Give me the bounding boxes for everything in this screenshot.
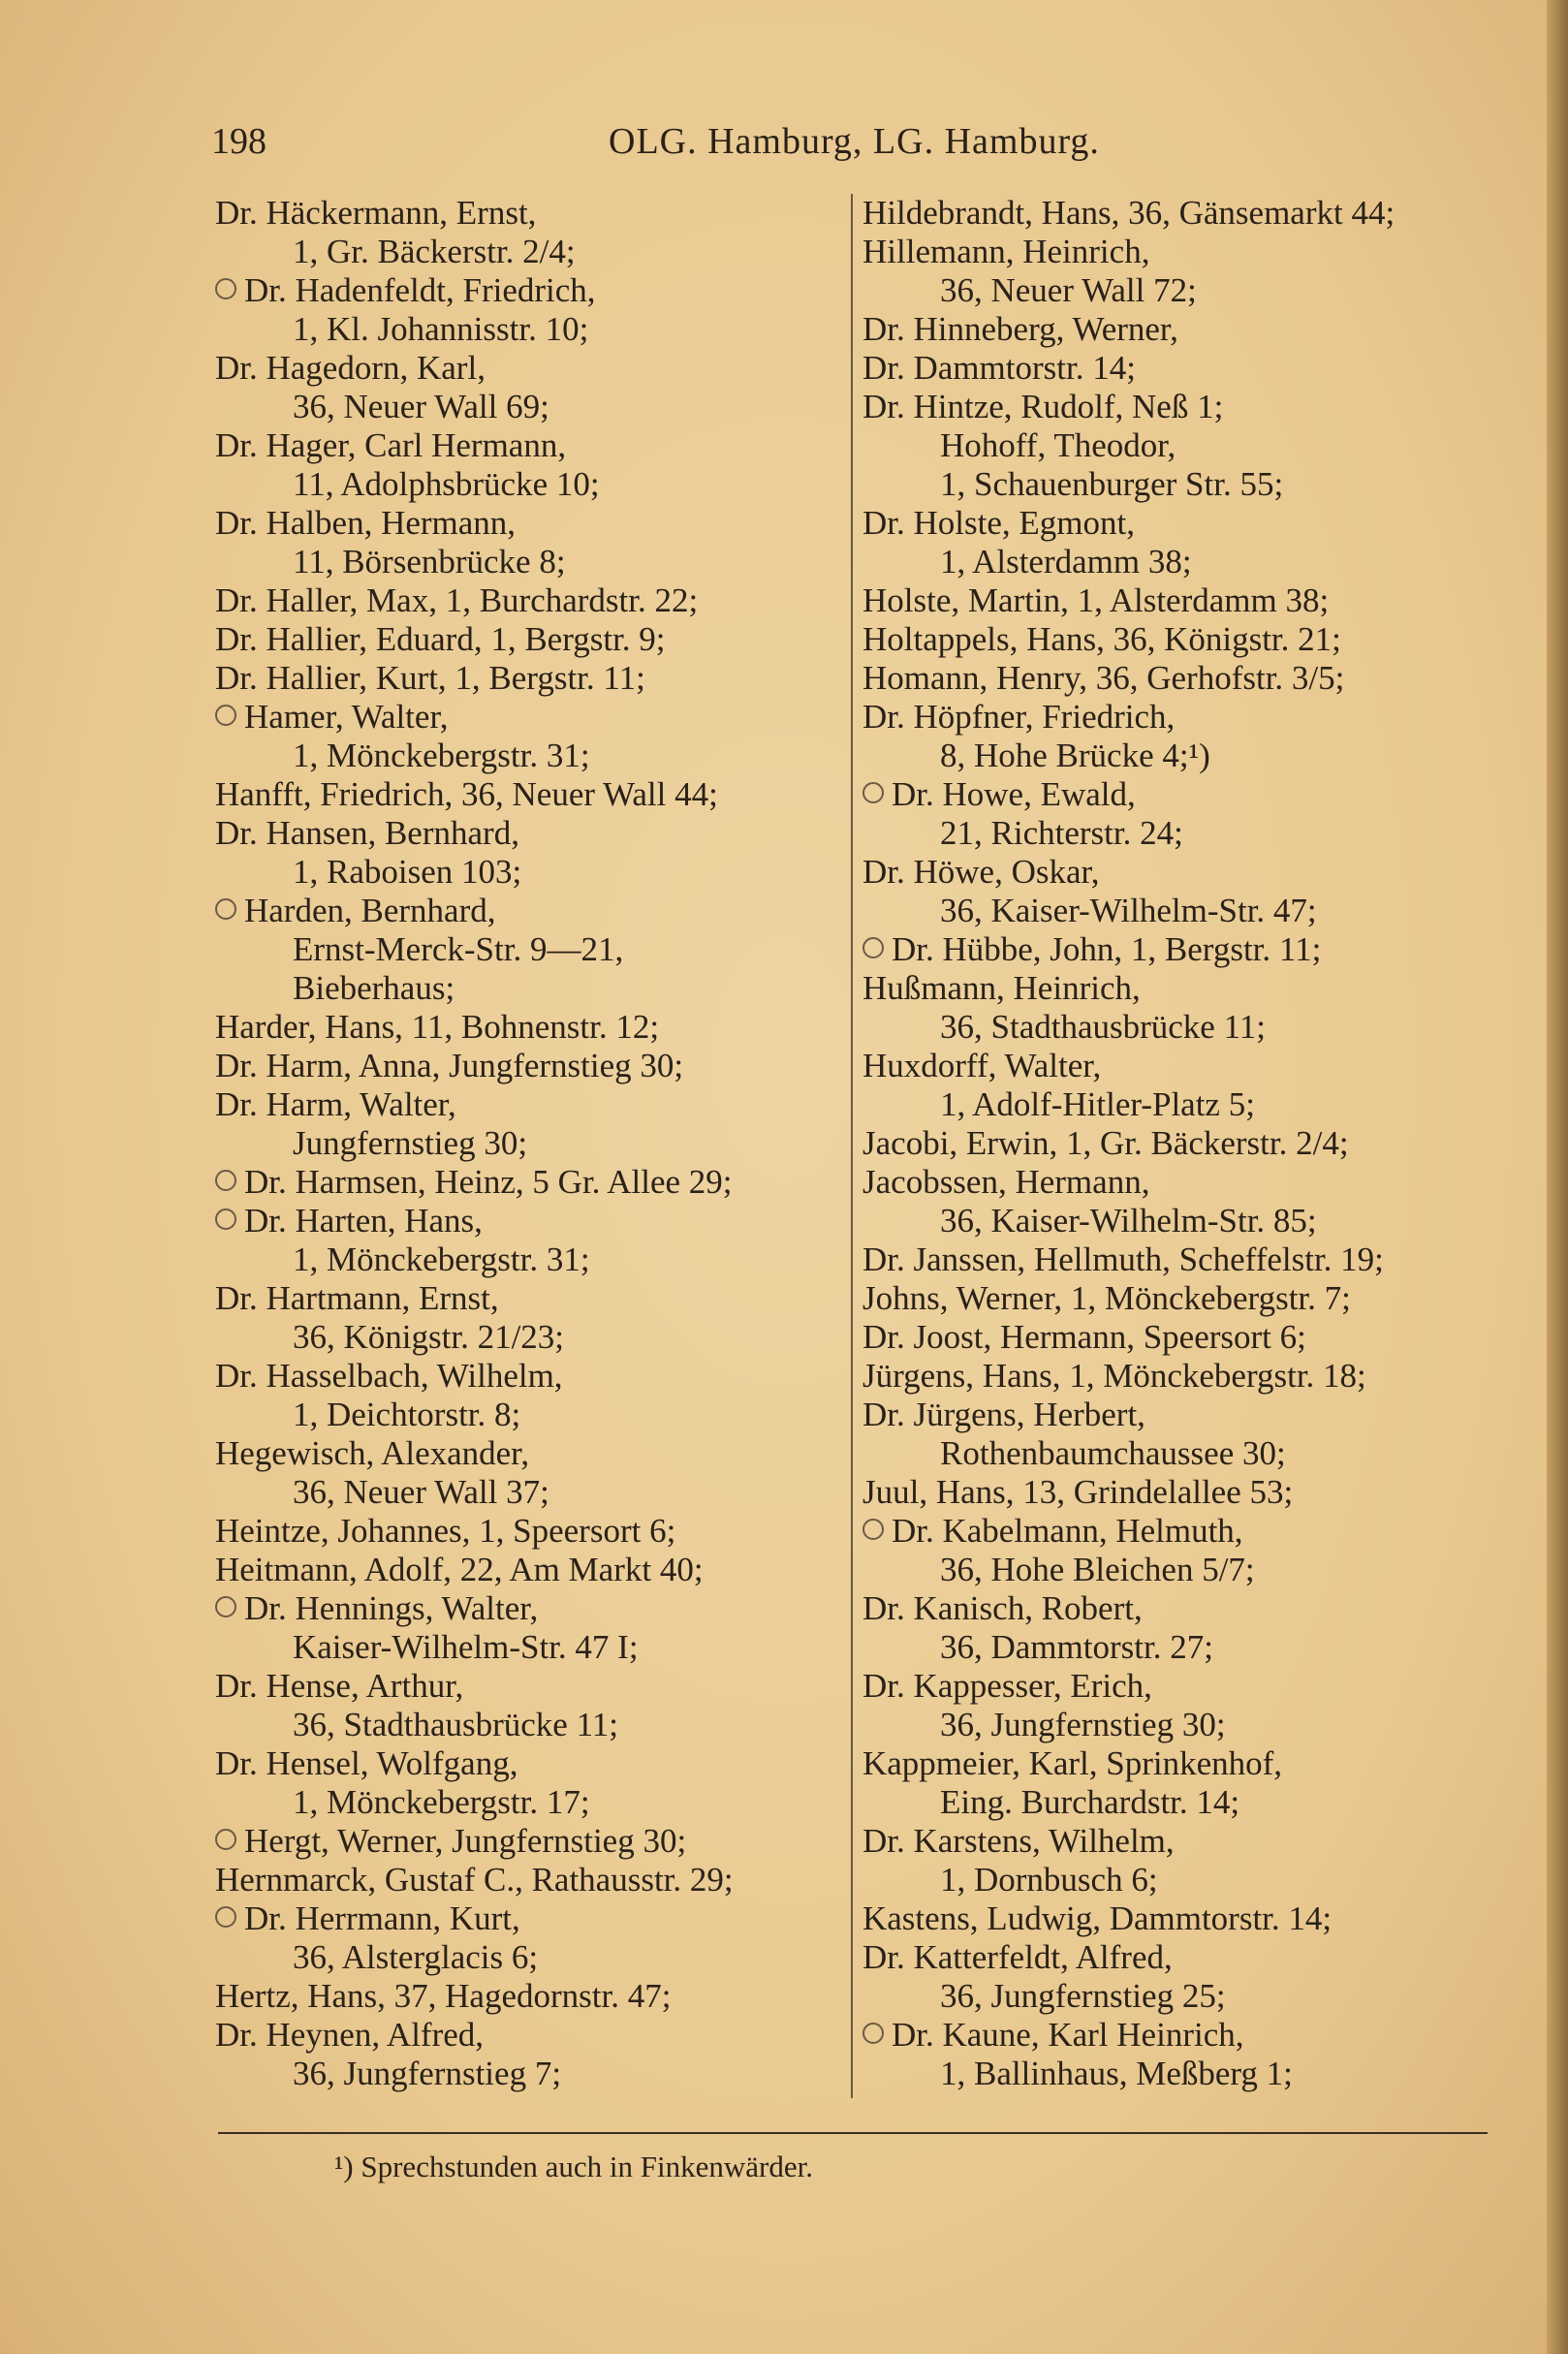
entry-text: 1, Alsterdamm 38; [940, 543, 1192, 581]
directory-entry [862, 853, 1502, 892]
entry-continuation-line [215, 465, 845, 504]
entry-text: Kaiser-Wilhelm-Str. 47 I; [293, 1628, 639, 1666]
directory-entry [862, 1124, 1502, 1163]
entry-text: 36, Stadthausbrücke 11; [940, 1008, 1267, 1046]
entry-text: 36, Jungfernstieg 7; [293, 2055, 562, 2092]
entry-text: Dr. Hense, Arthur, [215, 1667, 464, 1705]
directory-entry [215, 504, 845, 543]
entry-text: Hegewisch, Alexander, [215, 1434, 530, 1472]
entry-text: Hertz, Hans, 37, Hagedornstr. 47; [215, 1977, 672, 2015]
entry-continuation-line [215, 310, 845, 349]
entry-text: Dr. Janssen, Hellmuth, Scheffelstr. 19; [862, 1240, 1384, 1278]
entry-text: 1, Adolf-Hitler-Platz 5; [940, 1085, 1255, 1123]
entry-text: Dr. Herrmann, Kurt, [244, 1899, 520, 1937]
directory-entry [215, 271, 845, 310]
entry-text: Dr. Harm, Anna, Jungfernstieg 30; [215, 1047, 684, 1084]
entry-text: 11, Adolphsbrücke 10; [293, 465, 600, 503]
directory-entry [862, 1744, 1502, 1783]
entry-continuation-line [215, 737, 845, 775]
entry-text: Eing. Burchardstr. 14; [940, 1783, 1240, 1821]
entry-continuation-line [862, 1202, 1502, 1240]
entry-text: Hergt, Werner, Jungfernstieg 30; [244, 1822, 687, 1860]
circle-marker-icon [215, 278, 236, 299]
footnote-rule [218, 2132, 1488, 2134]
entry-text: 1, Deichtorstr. 8; [293, 1396, 521, 1433]
directory-entry [215, 1357, 845, 1396]
directory-entry [862, 1396, 1502, 1434]
directory-entry [862, 969, 1502, 1008]
directory-entry [215, 426, 845, 465]
entry-continuation-line [862, 1861, 1502, 1899]
entry-continuation-line [215, 1240, 845, 1279]
entry-continuation-line [215, 1318, 845, 1357]
entry-text: Johns, Werner, 1, Mönckebergstr. 7; [862, 1279, 1351, 1317]
entry-text: Jacobi, Erwin, 1, Gr. Bäckerstr. 2/4; [862, 1124, 1349, 1162]
entry-continuation-line [862, 1706, 1502, 1744]
entry-continuation-line [215, 853, 845, 892]
directory-entry [215, 1861, 845, 1899]
circle-marker-icon [215, 1170, 236, 1191]
entry-text: 36, Hohe Bleichen 5/7; [940, 1551, 1255, 1588]
directory-entry [215, 1163, 845, 1202]
footnote: ¹) Sprechstunden auch in Finkenwärder. [334, 2150, 813, 2183]
entry-text: Kastens, Ludwig, Dammtorstr. 14; [862, 1899, 1333, 1937]
directory-entry [215, 1667, 845, 1706]
entry-continuation-line [862, 1085, 1502, 1124]
entry-text: 36, Dammtorstr. 27; [940, 1628, 1213, 1666]
circle-marker-icon [862, 937, 884, 958]
entry-continuation-line [215, 1706, 845, 1744]
entry-text: Hohoff, Theodor, [940, 426, 1176, 464]
entry-text: 1, Kl. Johannisstr. 10; [293, 310, 589, 348]
entry-continuation-line [215, 1628, 845, 1667]
entry-continuation-line [862, 543, 1502, 581]
directory-entry [862, 194, 1502, 233]
directory-entry [862, 1938, 1502, 1977]
page-header [211, 120, 1103, 169]
directory-entry [215, 1047, 845, 1085]
entry-continuation-line [862, 1008, 1502, 1047]
directory-entry [215, 698, 845, 737]
entry-text: 36, Neuer Wall 69; [293, 388, 549, 425]
entry-text: 36, Stadthausbrücke 11; [293, 1706, 619, 1743]
circle-marker-icon [215, 1829, 236, 1850]
entry-continuation-line [862, 426, 1502, 465]
entry-text: 21, Richterstr. 24; [940, 814, 1183, 852]
entry-text: 1, Schauenburger Str. 55; [940, 465, 1284, 503]
entry-text: Hildebrandt, Hans, 36, Gänsemarkt 44; [862, 194, 1396, 232]
directory-entry [862, 349, 1502, 388]
entry-text: Dr. Harm, Walter, [215, 1085, 456, 1123]
directory-entry [862, 620, 1502, 659]
entry-text: Dr. Hager, Carl Hermann, [215, 426, 567, 464]
entry-text: Dr. Kabelmann, Helmuth, [892, 1512, 1243, 1550]
directory-entry [862, 2016, 1502, 2055]
entry-text: Dr. Hübbe, John, 1, Bergstr. 11; [892, 930, 1322, 968]
entry-text: Dr. Karstens, Wilhelm, [862, 1822, 1175, 1860]
entry-continuation-line [862, 1434, 1502, 1473]
entry-continuation-line [862, 1977, 1502, 2016]
entry-text: Jacobssen, Hermann, [862, 1163, 1150, 1201]
entry-text: 36, Jungfernstieg 30; [940, 1706, 1226, 1743]
entry-continuation-line [215, 1396, 845, 1434]
entry-text: Dr. Heynen, Alfred, [215, 2016, 485, 2054]
entry-text: Homann, Henry, 36, Gerhofstr. 3/5; [862, 659, 1345, 697]
directory-entry [862, 1822, 1502, 1861]
directory-entry [215, 1085, 845, 1124]
entry-text: Hernmarck, Gustaf C., Rathausstr. 29; [215, 1861, 734, 1899]
entry-text: 36, Königstr. 21/23; [293, 1318, 565, 1356]
entry-text: Dr. Halben, Hermann, [215, 504, 517, 542]
entry-text: Harden, Bernhard, [244, 892, 496, 929]
entry-text: 36, Kaiser-Wilhelm-Str. 47; [940, 892, 1317, 929]
directory-entry [862, 1240, 1502, 1279]
entry-continuation-line [862, 1783, 1502, 1822]
entry-text: Dr. Hasselbach, Wilhelm, [215, 1357, 563, 1395]
entry-text: Dr. Hinneberg, Werner, [862, 310, 1178, 348]
directory-entry [215, 1551, 845, 1589]
directory-entry [215, 1279, 845, 1318]
entry-continuation-line [215, 1938, 845, 1977]
running-title: OLG. Hamburg, LG. Hamburg. [609, 121, 1100, 162]
entry-text: Dr. Kaune, Karl Heinrich, [892, 2016, 1244, 2054]
entry-text: Juul, Hans, 13, Grindelallee 53; [862, 1473, 1294, 1511]
entry-text: Dr. Hansen, Bernhard, [215, 814, 519, 852]
circle-marker-icon [215, 1596, 236, 1617]
entry-continuation-line [862, 737, 1502, 775]
directory-entry [215, 2016, 845, 2055]
directory-entry [862, 504, 1502, 543]
directory-entry [215, 194, 845, 233]
directory-entry [215, 1589, 845, 1628]
directory-entry [862, 1163, 1502, 1202]
directory-entry [215, 1899, 845, 1938]
entry-text: Harder, Hans, 11, Bohnenstr. 12; [215, 1008, 660, 1046]
circle-marker-icon [862, 1519, 884, 1540]
directory-entry [215, 659, 845, 698]
right-column [862, 194, 1502, 2093]
directory-entry [862, 659, 1502, 698]
entry-text: 36, Alsterglacis 6; [293, 1938, 539, 1976]
directory-entry [215, 1434, 845, 1473]
directory-entry [862, 1279, 1502, 1318]
entry-text: Holtappels, Hans, 36, Königstr. 21; [862, 620, 1341, 658]
entry-text: Heitmann, Adolf, 22, Am Markt 40; [215, 1551, 704, 1588]
entry-text: Dr. Harmsen, Heinz, 5 Gr. Allee 29; [244, 1163, 733, 1201]
entry-continuation-line [215, 2055, 845, 2093]
entry-text: 8, Hohe Brücke 4;¹) [940, 737, 1210, 774]
entry-text: Jungfernstieg 30; [293, 1124, 528, 1162]
directory-entry [862, 1047, 1502, 1085]
entry-continuation-line [215, 1124, 845, 1163]
entry-text: Huxdorff, Walter, [862, 1047, 1102, 1084]
page-edge-shadow [1547, 0, 1568, 2354]
directory-entry [215, 1008, 845, 1047]
directory-entry [215, 775, 845, 814]
directory-entry [862, 1589, 1502, 1628]
directory-entry [862, 775, 1502, 814]
entry-text: Hanfft, Friedrich, 36, Neuer Wall 44; [215, 775, 718, 813]
entry-continuation-line [862, 814, 1502, 853]
circle-marker-icon [862, 2023, 884, 2044]
directory-entry [862, 388, 1502, 426]
entry-text: Dr. Hennings, Walter, [244, 1589, 539, 1627]
directory-entry [862, 698, 1502, 737]
entry-text: 1, Mönckebergstr. 31; [293, 737, 590, 774]
entry-text: Dr. Joost, Hermann, Speersort 6; [862, 1318, 1306, 1356]
entry-text: Dr. Kappesser, Erich, [862, 1667, 1152, 1705]
entry-text: Dr. Häckermann, Ernst, [215, 194, 537, 232]
entry-text: Dr. Hintze, Rudolf, Neß 1; [862, 388, 1224, 425]
entry-text: 1, Gr. Bäckerstr. 2/4; [293, 233, 576, 270]
entry-text: Holste, Martin, 1, Alsterdamm 38; [862, 581, 1330, 619]
column-divider [851, 194, 853, 2098]
directory-entry [215, 1512, 845, 1551]
entry-text: Dr. Hadenfeldt, Friedrich, [244, 271, 596, 309]
entry-text: Dr. Höpfner, Friedrich, [862, 698, 1176, 736]
entry-text: Dr. Hallier, Kurt, 1, Bergstr. 11; [215, 659, 645, 697]
entry-continuation-line [215, 233, 845, 271]
entry-text: 1, Mönckebergstr. 17; [293, 1783, 590, 1821]
directory-entry [215, 581, 845, 620]
directory-entry [862, 1667, 1502, 1706]
entry-continuation-line [862, 892, 1502, 930]
entry-text: Dr. Dammtorstr. 14; [862, 349, 1136, 387]
entry-text: Dr. Hagedorn, Karl, [215, 349, 486, 387]
entry-text: 1, Raboisen 103; [293, 853, 522, 891]
circle-marker-icon [862, 782, 884, 803]
entry-continuation-line [862, 271, 1502, 310]
entry-continuation-line [862, 465, 1502, 504]
directory-entry [862, 233, 1502, 271]
directory-entry [862, 1512, 1502, 1551]
directory-entry [862, 581, 1502, 620]
entry-text: Hillemann, Heinrich, [862, 233, 1150, 270]
entry-continuation-line [862, 1628, 1502, 1667]
entry-text: Dr. Höwe, Oskar, [862, 853, 1100, 891]
entry-text: Ernst-Merck-Str. 9—21, [293, 930, 624, 968]
entry-text: Heintze, Johannes, 1, Speersort 6; [215, 1512, 676, 1550]
directory-entry [215, 1822, 845, 1861]
directory-entry [215, 349, 845, 388]
entry-text: Dr. Hallier, Eduard, 1, Bergstr. 9; [215, 620, 666, 658]
entry-text: Dr. Hensel, Wolfgang, [215, 1744, 518, 1782]
entry-text: Rothenbaumchaussee 30; [940, 1434, 1286, 1472]
entry-continuation-line [215, 388, 845, 426]
entry-text: Dr. Jürgens, Herbert, [862, 1396, 1145, 1433]
entry-text: 11, Börsenbrücke 8; [293, 543, 566, 581]
circle-marker-icon [215, 898, 236, 920]
entry-text: 36, Jungfernstieg 25; [940, 1977, 1226, 2015]
entry-text: Dr. Harten, Hans, [244, 1202, 483, 1240]
directory-entry [862, 1318, 1502, 1357]
directory-entry [215, 620, 845, 659]
entry-text: Hußmann, Heinrich, [862, 969, 1141, 1007]
directory-entry [862, 1473, 1502, 1512]
entry-text: Bieberhaus; [293, 969, 455, 1007]
entry-text: Dr. Holste, Egmont, [862, 504, 1135, 542]
entry-continuation-line [215, 969, 845, 1008]
entry-text: Kappmeier, Karl, Sprinkenhof, [862, 1744, 1283, 1782]
entry-continuation-line [862, 2055, 1502, 2093]
entry-text: 1, Dornbusch 6; [940, 1861, 1158, 1899]
circle-marker-icon [215, 1208, 236, 1230]
directory-entry [862, 1357, 1502, 1396]
entry-continuation-line [215, 1783, 845, 1822]
entry-text: 36, Neuer Wall 72; [940, 271, 1197, 309]
entry-text: Dr. Katterfeldt, Alfred, [862, 1938, 1173, 1976]
entry-text: 1, Mönckebergstr. 31; [293, 1240, 590, 1278]
entry-text: Dr. Hartmann, Ernst, [215, 1279, 499, 1317]
entry-text: Jürgens, Hans, 1, Mönckebergstr. 18; [862, 1357, 1366, 1395]
directory-entry [215, 814, 845, 853]
circle-marker-icon [215, 705, 236, 726]
entry-continuation-line [862, 1551, 1502, 1589]
entry-continuation-line [215, 1473, 845, 1512]
entry-text: 36, Kaiser-Wilhelm-Str. 85; [940, 1202, 1317, 1240]
entry-text: Dr. Haller, Max, 1, Burchardstr. 22; [215, 581, 699, 619]
directory-entry [215, 892, 845, 930]
entry-text: Dr. Howe, Ewald, [892, 775, 1136, 813]
entry-text: 36, Neuer Wall 37; [293, 1473, 549, 1511]
directory-entry [862, 310, 1502, 349]
entry-continuation-line [215, 543, 845, 581]
entry-text: Dr. Kanisch, Robert, [862, 1589, 1143, 1627]
directory-entry [862, 1899, 1502, 1938]
directory-entry [215, 1202, 845, 1240]
entry-text: 1, Ballinhaus, Meßberg 1; [940, 2055, 1293, 2092]
circle-marker-icon [215, 1906, 236, 1928]
directory-entry [215, 1977, 845, 2016]
left-column [215, 194, 845, 2093]
page-number: 198 [211, 121, 267, 162]
entry-text: Hamer, Walter, [244, 698, 449, 736]
directory-entry [862, 930, 1502, 969]
entry-continuation-line [215, 930, 845, 969]
directory-entry [215, 1744, 845, 1783]
